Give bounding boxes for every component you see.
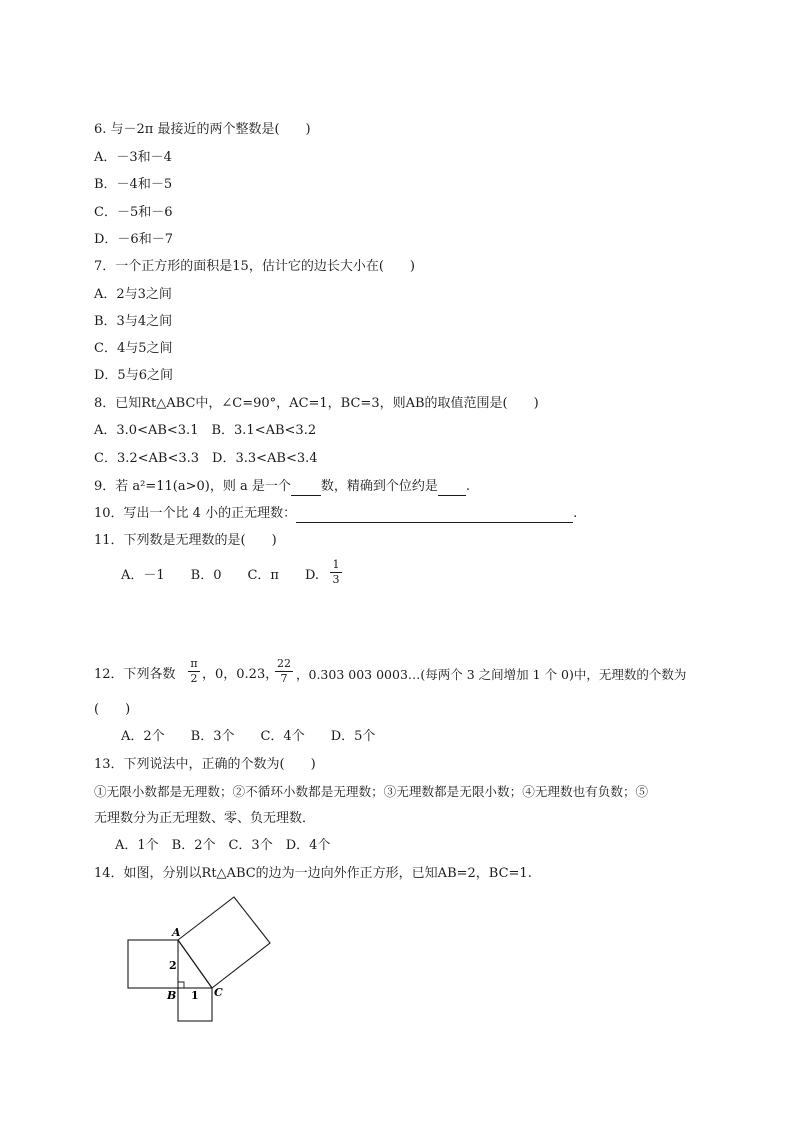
q11-frac-denominator: 3: [332, 573, 340, 586]
q7-stem: 7．一个正方形的面积是15，估计它的边长大小在( ): [94, 259, 415, 274]
label-b: B: [167, 989, 177, 1002]
square-on-ac: [178, 897, 270, 988]
q6-option-a: A．－3和－4: [94, 150, 172, 165]
label-ab-length: 2: [169, 959, 177, 972]
q10-text-2: .: [573, 506, 578, 521]
q12-fraction-22-over-7: [275, 657, 293, 686]
q12-tail: ，0.303 003 0003…(每两个 3 之间增加 1 个 0)中，无理数的个数为: [296, 667, 687, 682]
label-bc-length: 1: [191, 989, 199, 1002]
q12-paren: ( ): [94, 702, 131, 717]
q12-frac2-numerator: 22: [277, 657, 291, 670]
q7-option-c: C．4与5之间: [94, 341, 173, 356]
q10-line: [94, 505, 577, 523]
q11-option-d-fraction: [330, 558, 342, 587]
q6-option-d: D．－6和－7: [94, 232, 173, 247]
q12-fraction-pi-over-2: [188, 657, 200, 686]
q12-frac2-denominator: 7: [280, 672, 288, 685]
q9-text-2: 数，精确到个位约是: [320, 479, 438, 494]
q9-blank-1[interactable]: [291, 481, 321, 496]
q9-blank-2[interactable]: [438, 481, 466, 496]
q11-stem: 11．下列数是无理数的是( ): [94, 533, 277, 548]
q10-blank[interactable]: [296, 508, 573, 523]
q9-text-1: 9．若 a²=11(a>0)，则 a 是一个: [94, 479, 291, 494]
q13-statements-line2: 无理数分为正无理数、零、负无理数．: [94, 811, 316, 826]
hypotenuse-ac: [178, 940, 212, 988]
q6-option-c: C．－5和－6: [94, 205, 173, 220]
q13-stem: 13．下列说法中，正确的个数为( ): [94, 757, 316, 772]
square-on-bc: [178, 988, 212, 1021]
q12-middle-values: ，0，0.23，: [202, 667, 279, 682]
q7-option-d: D．5与6之间: [94, 368, 173, 383]
q12-label: 12．下列各数: [94, 667, 176, 682]
q8-stem: 8．已知Rt△ABC中，∠C=90°，AC=1，BC=3，则AB的取值范围是( ): [94, 396, 539, 411]
q12-options: A．2个 B．3个 C．4个 D．5个: [121, 729, 376, 744]
label-a: A: [172, 926, 181, 939]
square-on-ab: [128, 940, 178, 988]
q9-line: [94, 478, 470, 496]
q7-option-b: B．3与4之间: [94, 314, 173, 329]
q11-options: A．－1 B．0 C．π D.: [121, 568, 320, 583]
q10-text-1: 10．写出一个比 4 小的正无理数：: [94, 506, 297, 521]
right-angle-mark: [178, 982, 184, 988]
label-c: C: [214, 986, 223, 999]
q9-text-3: .: [465, 479, 471, 494]
q13-options: A．1个 B．2个 C．3个 D．4个: [115, 838, 331, 853]
q11-frac-numerator: 1: [332, 558, 340, 571]
q8-options-row2: C．3.2<AB<3.3 D．3.3<AB<3.4: [94, 451, 318, 466]
q7-option-a: A．2与3之间: [94, 287, 172, 302]
q6-stem: 6. 与－2π 最接近的两个整数是( ): [94, 122, 311, 137]
q13-statements-line1: ①无限小数都是无理数；②不循环小数都是无理数；③无理数都是无限小数；④无理数也有负数；⑤: [94, 784, 649, 799]
q14-stem: 14．如图，分别以Rt△ABC的边为一边向外作正方形，已知AB=2，BC=1.: [94, 866, 532, 881]
q6-option-b: B．－4和－5: [94, 177, 173, 192]
q8-options-row1: A．3.0<AB<3.1 B．3.1<AB<3.2: [94, 423, 317, 438]
q12-frac1-denominator: 2: [190, 672, 198, 685]
q12-frac1-numerator: π: [190, 657, 198, 670]
